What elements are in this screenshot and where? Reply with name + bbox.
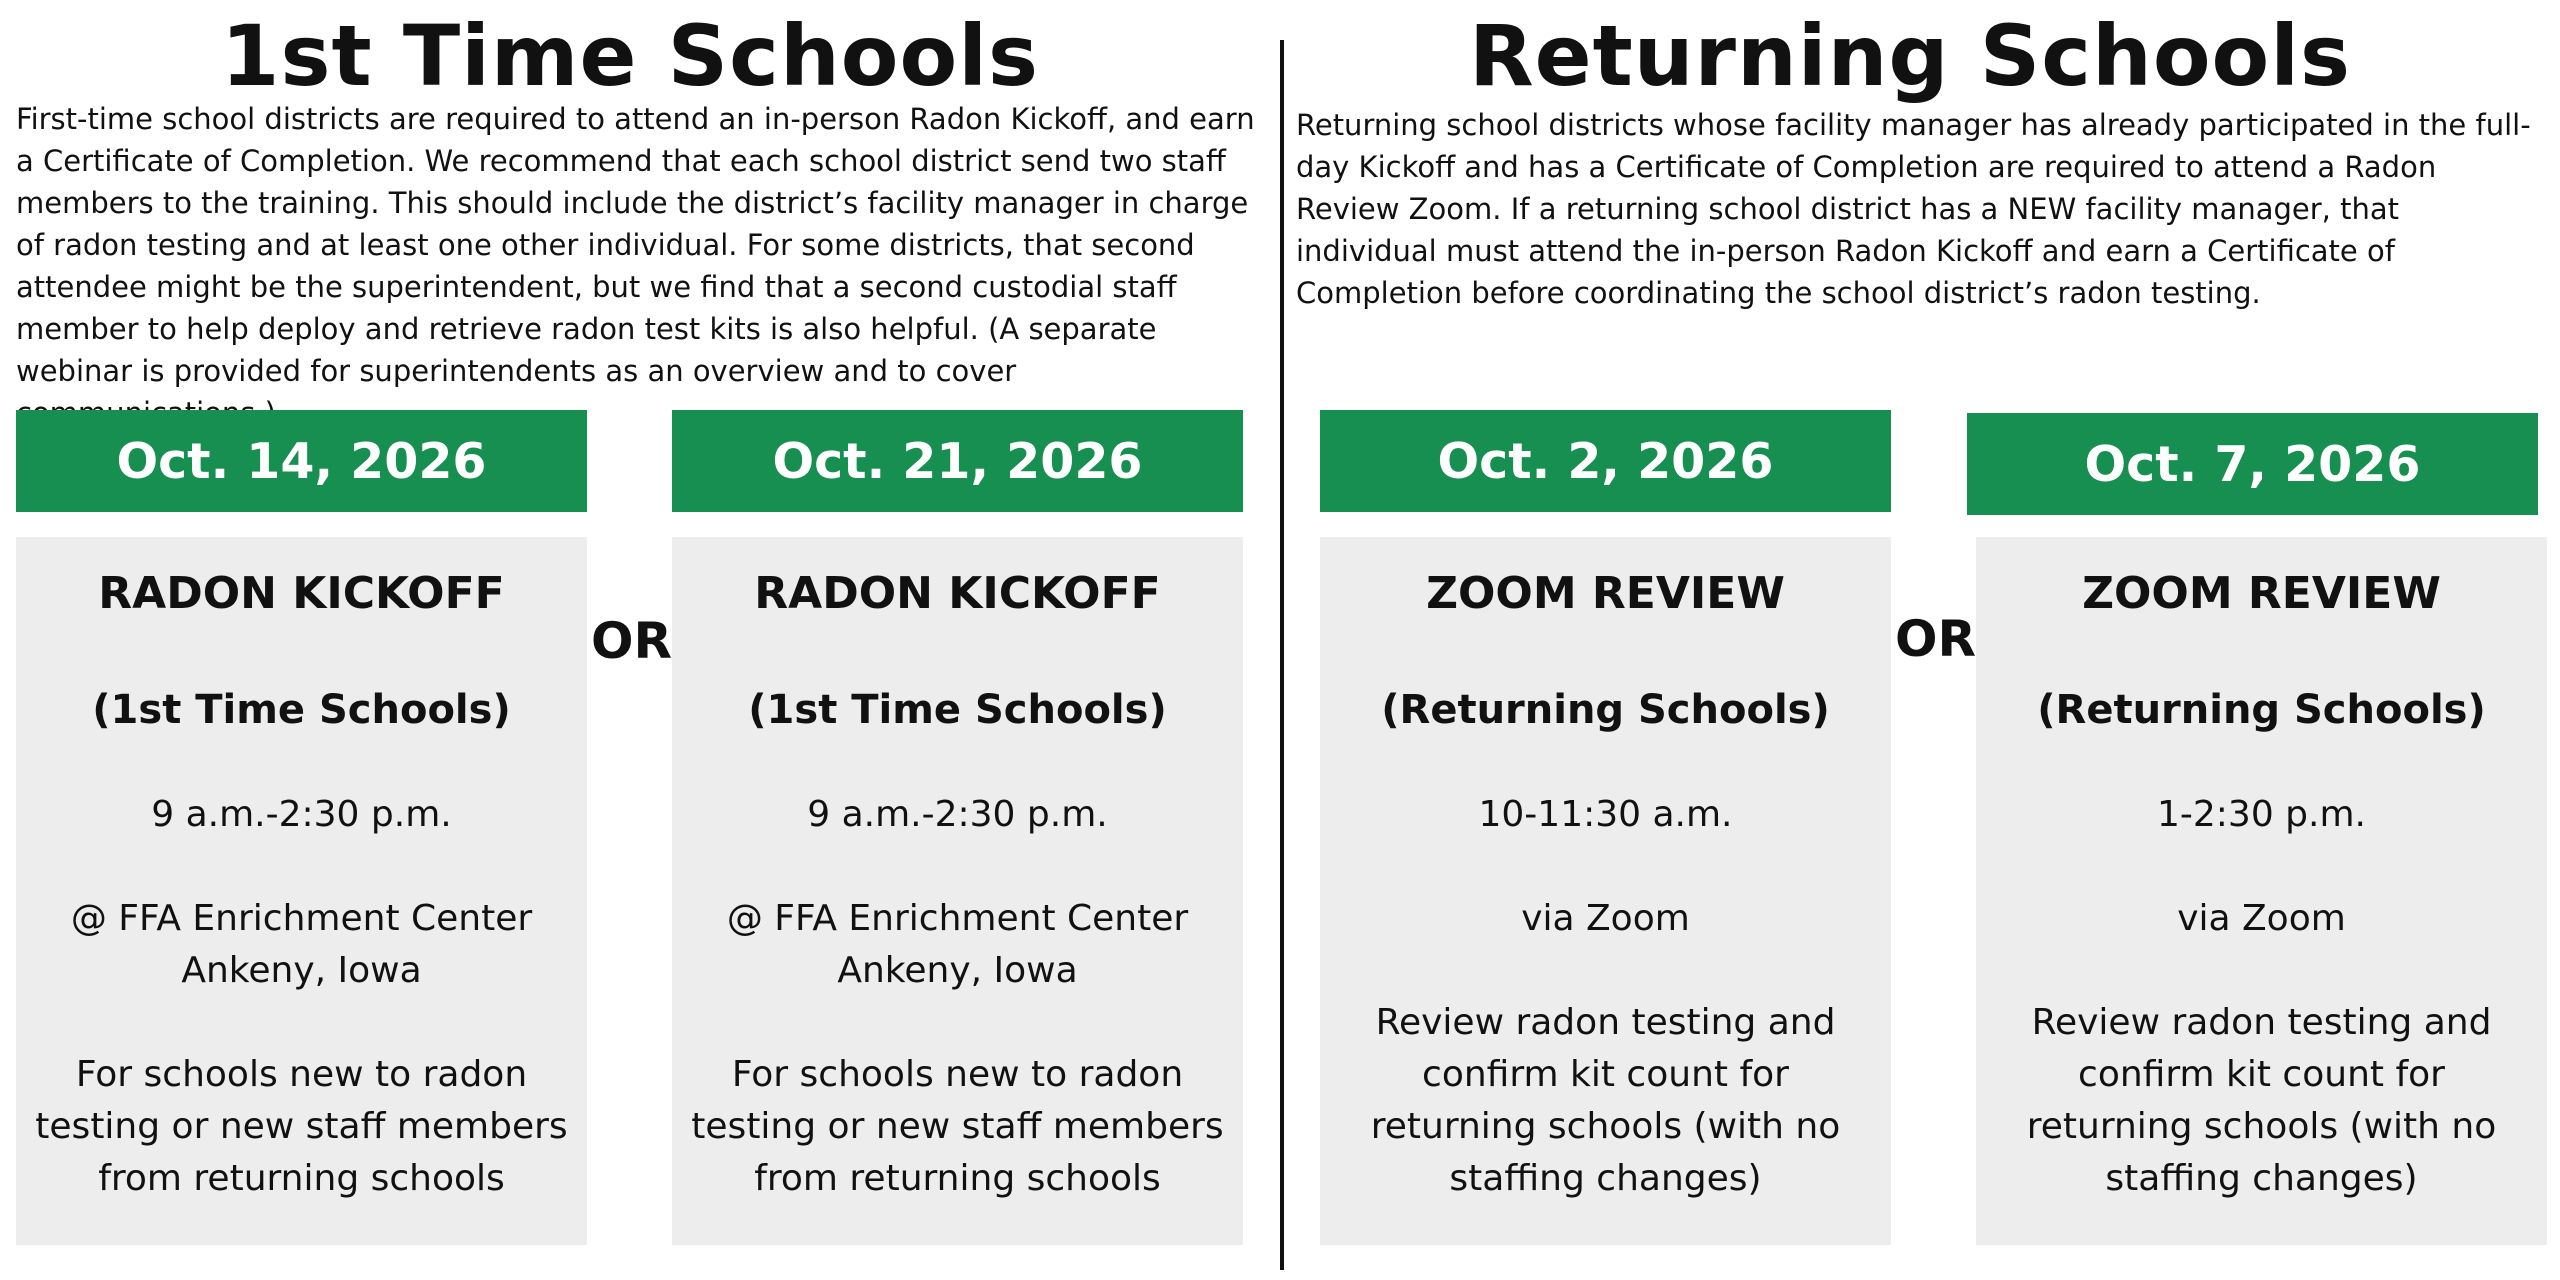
returning-intro: Returning school districts whose facility manager has already participated in the full-day Kickoff and has a Certificate of Completion are required to attend a Radon Review Zoom. If a returning school district has a NEW facility manager, that individual must attend the in-person Radon Kickoff and earn a Certificate of Completion before coordinating the school district’s radon testing. [1296, 108, 2531, 310]
session-time: 10-11:30 a.m. [1478, 794, 1733, 835]
session-location: via Zoom [2177, 898, 2346, 939]
session-audience: (Returning Schools) [1381, 687, 1830, 733]
session-location-city: Ankeny, Iowa [837, 950, 1078, 991]
date-banner-oct-21: Oct. 21, 2026 [672, 410, 1243, 512]
date-banner-oct-7: Oct. 7, 2026 [1967, 413, 2538, 515]
session-title: RADON KICKOFF [98, 568, 505, 619]
returning-heading: Returning Schools [1468, 7, 2352, 105]
or-label: OR [591, 612, 673, 670]
session-time: 9 a.m.-2:30 p.m. [151, 794, 452, 835]
or-label: OR [1895, 610, 1977, 668]
session-description: Review radon testing and confirm kit count for returning schools (with no staffing changes) [1370, 1002, 1841, 1199]
date-banner-oct-2: Oct. 2, 2026 [1320, 410, 1891, 512]
session-description: For schools new to radon testing or new staff members from returning schools [35, 1054, 568, 1199]
session-location [30, 893, 573, 997]
session-location-venue: @ FFA Enrichment Center [70, 898, 533, 939]
session-location [686, 893, 1229, 997]
session-time: 1-2:30 p.m. [2157, 794, 2366, 835]
session-title: ZOOM REVIEW [2082, 568, 2441, 619]
session-card-kickoff-oct-21 [672, 537, 1243, 1245]
session-audience: (1st Time Schools) [748, 687, 1167, 733]
date-banner-oct-14: Oct. 14, 2026 [16, 410, 587, 512]
session-card-zoom-oct-2 [1320, 537, 1891, 1245]
session-description: For schools new to radon testing or new staff members from returning schools [691, 1054, 1224, 1199]
session-card-zoom-oct-7 [1976, 537, 2547, 1245]
session-location-venue: @ FFA Enrichment Center [726, 898, 1189, 939]
first-time-heading: 1st Time Schools [221, 7, 1039, 105]
first-time-intro: First-time school districts are required to attend an in-person Radon Kickoff, and earn a Certificate of Completion. We recommend that each school district send two staff members to the training. This should include the district’s facility manager in charge of radon testing and at least one other individual. For some districts, that second attendee might be the superintendent, but we find that a second custodial staff member to help deploy and retrieve radon test kits is also helpful. (A separate webinar is provided for superintendents as an overview and to cover [16, 102, 1255, 388]
session-audience: (1st Time Schools) [92, 687, 511, 733]
session-card-kickoff-oct-14 [16, 537, 587, 1245]
session-location: via Zoom [1521, 898, 1690, 939]
session-title: ZOOM REVIEW [1426, 568, 1785, 619]
returning-schools-section [1280, 0, 2560, 1280]
session-time: 9 a.m.-2:30 p.m. [807, 794, 1108, 835]
session-location-city: Ankeny, Iowa [181, 950, 422, 991]
session-audience: (Returning Schools) [2037, 687, 2486, 733]
session-title: RADON KICKOFF [754, 568, 1161, 619]
session-description: Review radon testing and confirm kit count for returning schools (with no staffing changes) [2026, 1002, 2497, 1199]
